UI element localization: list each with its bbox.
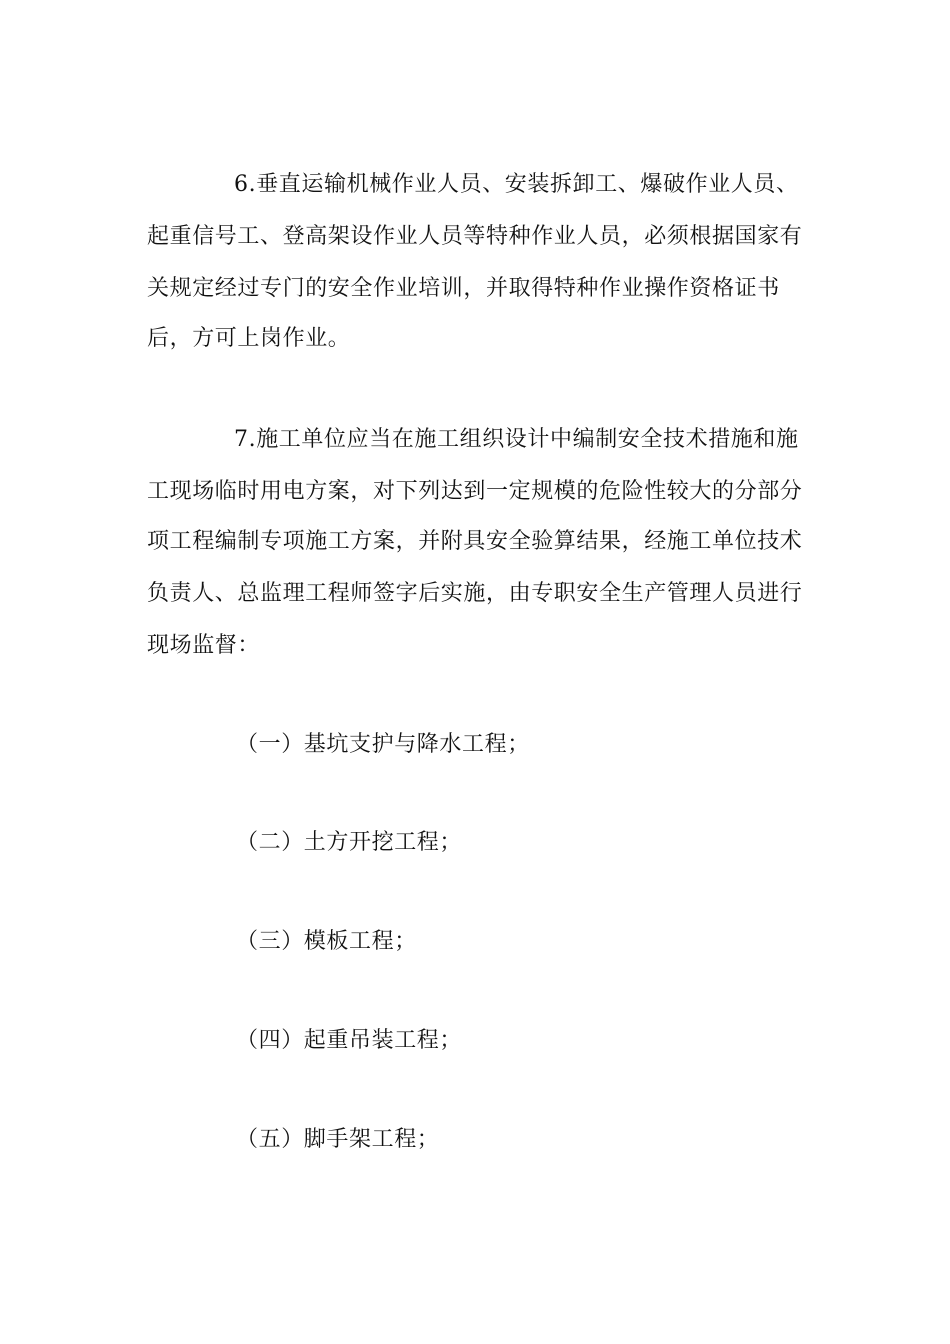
list-item: （二）土方开挖工程； bbox=[236, 830, 463, 855]
paragraph-line: 后，方可上岗作业。 bbox=[147, 326, 351, 351]
paragraph-line: 起重信号工、登高架设作业人员等特种作业人员，必须根据国家有 bbox=[147, 224, 803, 249]
paragraph-line: 7.施工单位应当在施工组织设计中编制安全技术措施和施 bbox=[234, 427, 799, 452]
paragraph-line: 项工程编制专项施工方案，并附具安全验算结果，经施工单位技术 bbox=[147, 529, 803, 554]
list-item: （四）起重吊装工程； bbox=[236, 1028, 463, 1053]
list-item: （五）脚手架工程； bbox=[236, 1127, 440, 1152]
paragraph-line: 6.垂直运输机械作业人员、安装拆卸工、爆破作业人员、 bbox=[234, 172, 799, 197]
paragraph-line: 现场监督： bbox=[147, 633, 261, 658]
list-item: （一）基坑支护与降水工程； bbox=[236, 732, 530, 757]
paragraph-line: 负责人、总监理工程师签字后实施，由专职安全生产管理人员进行 bbox=[147, 581, 803, 606]
paragraph-line: 关规定经过专门的安全作业培训，并取得特种作业操作资格证书 bbox=[147, 276, 780, 301]
list-item: （三）模板工程； bbox=[236, 929, 417, 954]
paragraph-line: 工现场临时用电方案，对下列达到一定规模的危险性较大的分部分 bbox=[147, 479, 803, 504]
